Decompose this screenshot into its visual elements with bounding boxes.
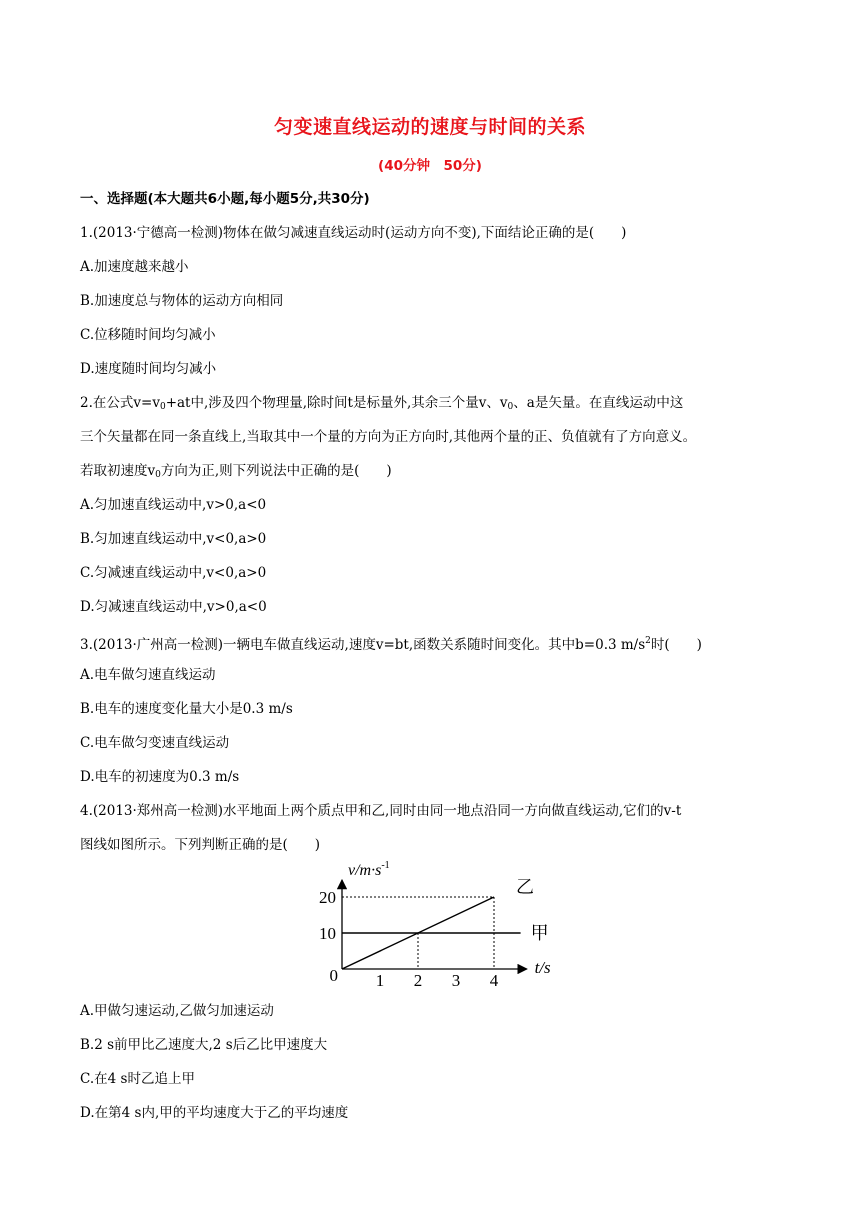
y-tick-20: 20 bbox=[319, 888, 336, 907]
question-2-option-d: D.匀减速直线运动中,v>0,a<0 bbox=[80, 599, 267, 615]
q2-text-d: 若取初速度v bbox=[80, 463, 156, 479]
series-label-0: 甲 bbox=[530, 923, 549, 943]
question-4-option-b: B.2 s前甲比乙速度大,2 s后乙比甲速度大 bbox=[80, 1037, 328, 1053]
question-2-stem-line-1 bbox=[80, 394, 683, 416]
question-2-stem-line-3 bbox=[80, 462, 392, 484]
question-2-option-b: B.匀加速直线运动中,v<0,a>0 bbox=[80, 531, 267, 547]
origin-label: 0 bbox=[329, 966, 338, 985]
q2-text-c: 、a是矢量。在直线运动中这 bbox=[513, 395, 684, 411]
y-axis-label-exponent: -1 bbox=[381, 860, 390, 871]
q3-text-a: 3.(2013·广州高一检测)一辆电车做直线运动,速度v=bt,函数关系随时间变化。其中b=0.3 m/s bbox=[80, 637, 646, 653]
question-4-stem-line-1: 4.(2013·郑州高一检测)水平地面上两个质点甲和乙,同时由同一地点沿同一方向做直线运动,它们的v-t bbox=[80, 803, 682, 819]
question-1-option-a: A.加速度越来越小 bbox=[80, 259, 189, 275]
q3-text-b: 时( ) bbox=[650, 637, 702, 653]
question-4-option-c: C.在4 s时乙追上甲 bbox=[80, 1071, 195, 1087]
question-2-stem-line-2: 三个矢量都在同一条直线上,当取其中一个量的方向为正方向时,其他两个量的正、负值就有了方向意义。 bbox=[80, 429, 697, 445]
x-tick-3: 3 bbox=[451, 971, 461, 990]
x-tick-1: 1 bbox=[375, 971, 385, 990]
q2-text-e: 方向为正,则下列说法中正确的是( ) bbox=[160, 463, 392, 479]
question-1-option-b: B.加速度总与物体的运动方向相同 bbox=[80, 293, 284, 309]
q2-sub-1: 0 bbox=[159, 402, 166, 412]
q2-sub-2: 0 bbox=[507, 402, 514, 412]
y-tick-10: 10 bbox=[319, 924, 336, 943]
series-label-1: 乙 bbox=[516, 877, 534, 897]
q2-text-a: 2.在公式v=v bbox=[80, 395, 160, 411]
page-subtitle: (40分钟 50分) bbox=[378, 158, 482, 174]
question-3-option-c: C.电车做匀变速直线运动 bbox=[80, 735, 230, 751]
x-tick-2: 2 bbox=[413, 971, 423, 990]
section-heading: 一、选择题(本大题共6小题,每小题5分,共30分) bbox=[80, 191, 370, 207]
question-1-option-d: D.速度随时间均匀减小 bbox=[80, 361, 217, 377]
question-3-option-a: A.电车做匀速直线运动 bbox=[80, 667, 216, 683]
question-3-option-b: B.电车的速度变化量大小是0.3 m/s bbox=[80, 701, 293, 717]
q3-sup: 2 bbox=[645, 636, 651, 646]
x-axis-label: t/s bbox=[534, 958, 551, 977]
question-2-option-c: C.匀减速直线运动中,v<0,a>0 bbox=[80, 565, 267, 581]
vt-graph bbox=[300, 855, 570, 995]
question-4-option-a: A.甲做匀速运动,乙做匀加速运动 bbox=[80, 1003, 274, 1019]
question-1-option-c: C.位移随时间均匀减小 bbox=[80, 327, 216, 343]
y-axis-label: $v/m\cdot s^{-1}$ bbox=[348, 860, 390, 879]
question-2-option-a: A.匀加速直线运动中,v>0,a<0 bbox=[80, 497, 267, 513]
q2-text-b: +at中,涉及四个物理量,除时间t是标量外,其余三个量v、v bbox=[165, 395, 508, 411]
question-4-stem-line-2: 图线如图所示。下列判断正确的是( ) bbox=[80, 837, 321, 853]
q2-sub-3: 0 bbox=[155, 470, 161, 480]
page-title: 匀变速直线运动的速度与时间的关系 bbox=[273, 116, 586, 138]
question-4-option-d: D.在第4 s内,甲的平均速度大于乙的平均速度 bbox=[80, 1105, 349, 1121]
question-1-stem: 1.(2013·宁德高一检测)物体在做匀减速直线运动时(运动方向不变),下面结论正确的是( ) bbox=[80, 225, 627, 241]
question-3-option-d: D.电车的初速度为0.3 m/s bbox=[80, 769, 240, 785]
x-tick-4: 4 bbox=[489, 971, 499, 990]
question-3-stem bbox=[80, 632, 702, 654]
